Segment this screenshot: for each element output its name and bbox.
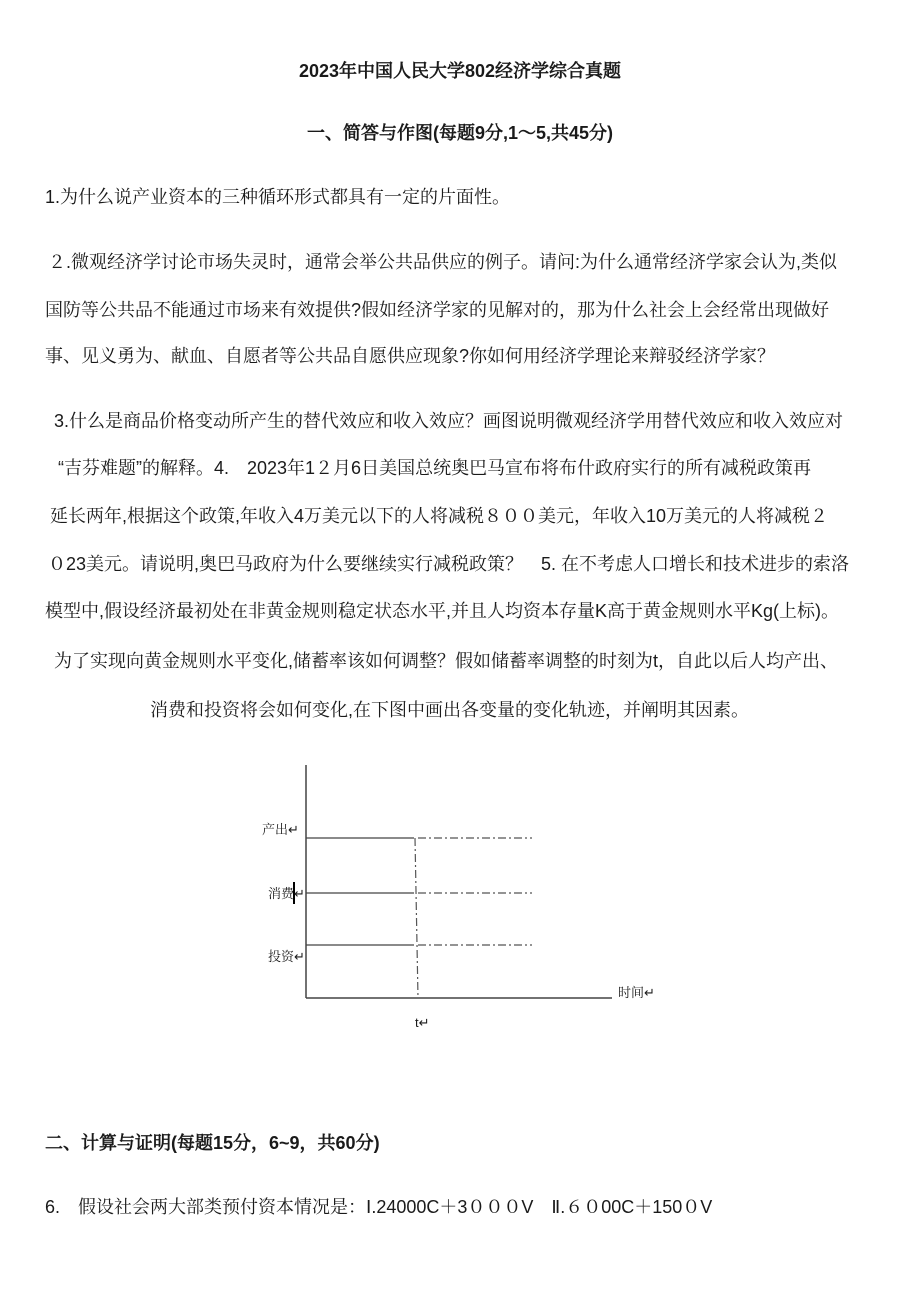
question-2-line: 事、见义勇为、献血、自愿者等公共品自愿供应现象?你如何用经济学理论来辩驳经济学家？	[45, 346, 776, 366]
question-3-line: ０23美元。请说明,奥巴马政府为什么要继续实行减税政策？ 5. 在不考虑人口增长和技术进步的索洛	[48, 554, 850, 574]
investment-label: 投资↵	[268, 949, 305, 964]
t-label: t↵	[415, 1015, 430, 1030]
question-3-line: 消费和投资将会如何变化,在下图中画出各变量的变化轨迹，并阐明其因素。	[150, 700, 749, 720]
question-2-line: 国防等公共品不能通过市场来有效提供?假如经济学家的见解对的，那为什么社会上会经常出现做好	[45, 300, 830, 320]
section-2-heading: 二、计算与证明(每题15分，6~9，共60分)	[45, 1133, 380, 1153]
question-3-line: 延长两年,根据这个政策,年收入4万美元以下的人将减税８００美元，年收入10万美元的人将减税２	[50, 506, 829, 526]
question-2-line: ２.微观经济学讨论市场失灵时，通常会举公共品供应的例子。请问:为什么通常经济学家会认为,类似	[48, 252, 837, 272]
section-1-heading: 一、简答与作图(每题9分,1～5,共45分)	[306, 123, 614, 143]
question-3-line: 3.什么是商品价格变动所产生的替代效应和收入效应？画图说明微观经济学用替代效应和收入效应对	[54, 411, 844, 431]
output-label: 产出↵	[262, 822, 299, 837]
time-axis-label: 时间↵	[618, 985, 655, 1000]
consumption-label: 消费↵	[268, 886, 305, 901]
time-t-dashed-line	[415, 838, 418, 998]
document-title: 2023年中国人民大学802经济学综合真题	[298, 61, 622, 81]
question-3-line: 为了实现向黄金规则水平变化,储蓄率该如何调整？假如储蓄率调整的时刻为t，自此以后人均产出、	[54, 651, 838, 671]
question-3-line: 模型中,假设经济最初处在非黄金规则稳定状态水平,并且人均资本存量K高于黄金规则水平Kg(上标)。	[45, 601, 840, 621]
question-6: 6. 假设社会两大部类预付资本情况是：Ⅰ.24000C＋3０００V Ⅱ.６０00C＋150０V	[45, 1197, 713, 1217]
question-3-line: “吉芬难题”的解释。4. 2023年1２月6日美国总统奥巴马宣布将布什政府实行的所有减税政策再	[58, 458, 812, 478]
question-1: 1.为什么说产业资本的三种循环形式都具有一定的片面性。	[45, 187, 511, 207]
